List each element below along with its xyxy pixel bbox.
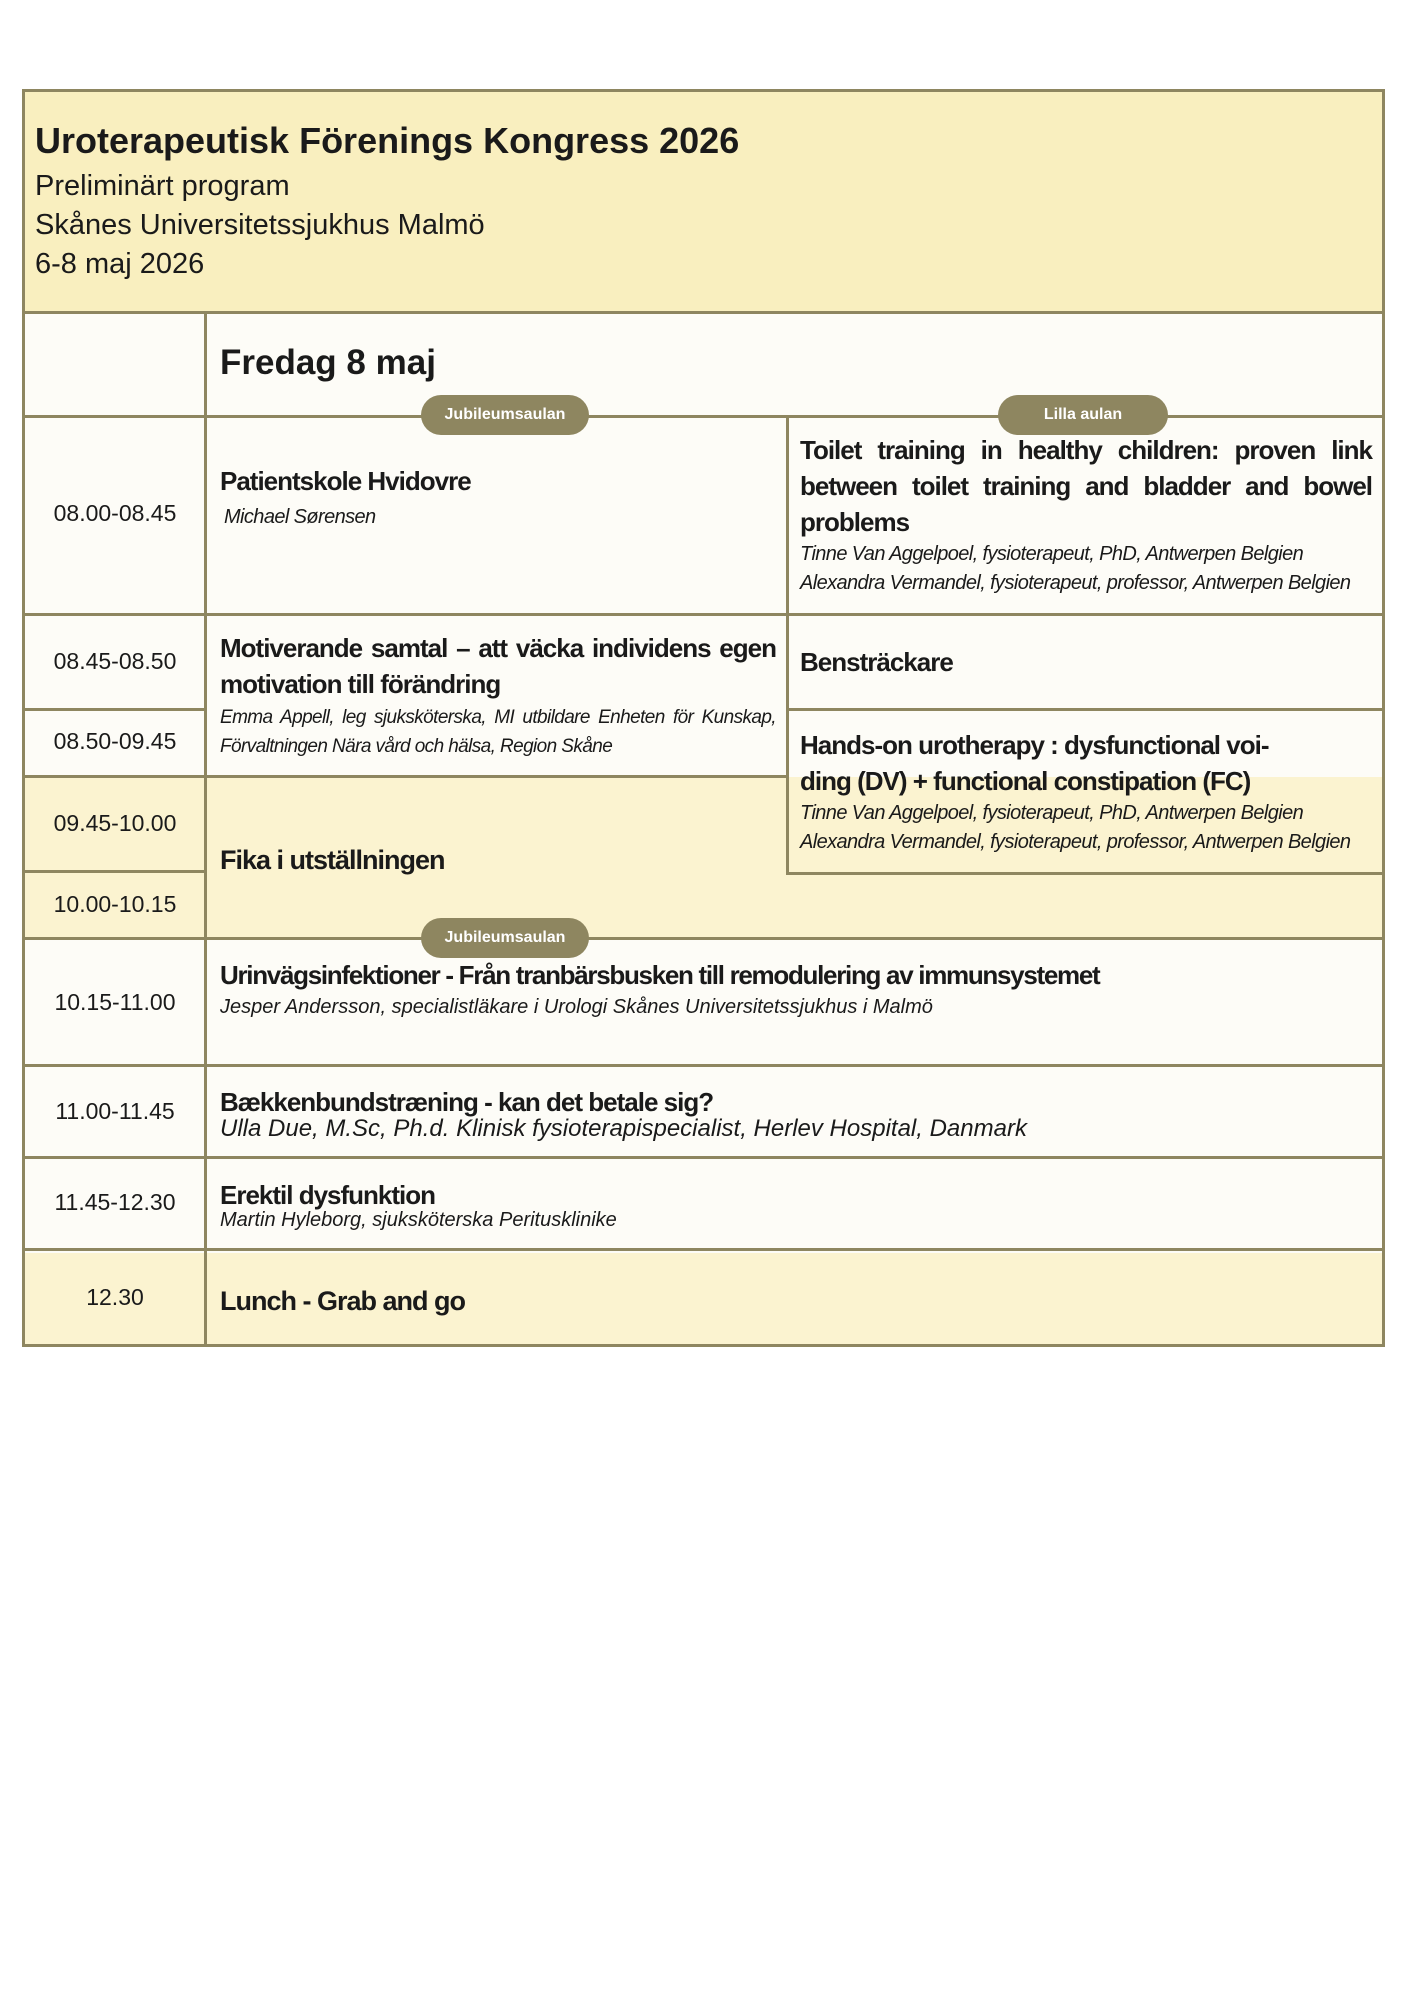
row-divider [22,708,207,711]
time-slot: 09.45-10.00 [53,810,177,836]
session-title: Bækkenbundstræning - kan det betale sig? [220,1087,714,1117]
session-speaker: Alexandra Vermandel, fysioterapeut, professor, Antwerpen Belgien [800,831,1351,853]
day-heading: Fredag 8 maj [220,343,436,382]
session-speaker: Michael Sørensen [224,506,376,528]
time-slot: 08.50-09.45 [53,728,177,754]
time-slot: 08.00-08.45 [53,500,177,526]
session-speaker: Jesper Andersson, specialistläkare i Urologi Skånes Universitetssjukhus i Malmö [220,996,933,1018]
row-divider [786,708,1385,711]
session-title: Fika i utställningen [220,845,445,875]
time-slot: 10.00-10.15 [53,891,177,917]
session-speaker: Martin Hyleborg, sjuksköterska Peritusklinike [220,1209,617,1231]
session-speaker: Tinne Van Aggelpoel, fysioterapeut, PhD, Antwerpen Belgien [800,802,1304,824]
session-title: Urinvägsinfektioner - Från tranbärsbusken till remodulering av immunsystemet [220,960,1100,990]
session-title: Bensträckare [800,647,953,677]
row-divider [22,937,1385,940]
row-divider [22,1248,1385,1251]
time-slot: 12.30 [86,1284,144,1310]
row-divider [22,415,1385,418]
session-speaker: Emma Appell, leg sjuksköterska, MI utbildare Enheten för Kunskap, Förvaltningen Nära vård och hälsa, Region Skåne [220,707,776,757]
session-title: Toilet training in healthy children: proven link between toilet training and bladder and bowel problems [800,435,1372,537]
row-divider [786,872,1385,875]
session-title: Lunch - Grab and go [220,1286,465,1316]
room-pill-lilla-aulan: Lilla aulan [998,395,1168,435]
session-title: Hands-on urotherapy : dysfunctional voi- [800,730,1269,760]
time-slot: 08.45-08.50 [53,648,177,674]
session-title: ding (DV) + functional constipation (FC) [800,766,1251,796]
row-divider [22,775,788,778]
session-title: Erektil dysfunktion [220,1180,436,1210]
room-pill-jubileumsaulan: Jubileumsaulan [421,395,589,435]
session-speaker: Ulla Due, M.Sc, Ph.d. Klinisk fysioterapispecialist, Herlev Hospital, Danmark [220,1115,1027,1142]
time-slot: 10.15-11.00 [54,989,176,1015]
congress-dates: 6-8 maj 2026 [35,248,205,280]
row-divider [22,870,207,873]
row-divider [22,1064,1385,1067]
time-slot: 11.00-11.45 [55,1098,175,1124]
room-column-divider [786,415,789,875]
venue: Skånes Universitetssjukhus Malmö [35,209,485,241]
row-divider [22,613,1385,616]
row-divider [22,1156,1385,1159]
session-speaker: Tinne Van Aggelpoel, fysioterapeut, PhD, Antwerpen Belgien [800,543,1304,565]
program-subtitle: Preliminärt program [35,170,290,202]
congress-title: Uroterapeutisk Förenings Kongress 2026 [35,120,740,161]
session-title: Motiverande samtal – att väcka individens egen motivation till förändring [220,633,776,699]
session-speaker: Alexandra Vermandel, fysioterapeut, professor, Antwerpen Belgien [800,572,1351,594]
session-title: Patientskole Hvidovre [220,466,471,496]
time-slot: 11.45-12.30 [54,1189,176,1215]
room-pill-jubileumsaulan: Jubileumsaulan [421,918,589,958]
